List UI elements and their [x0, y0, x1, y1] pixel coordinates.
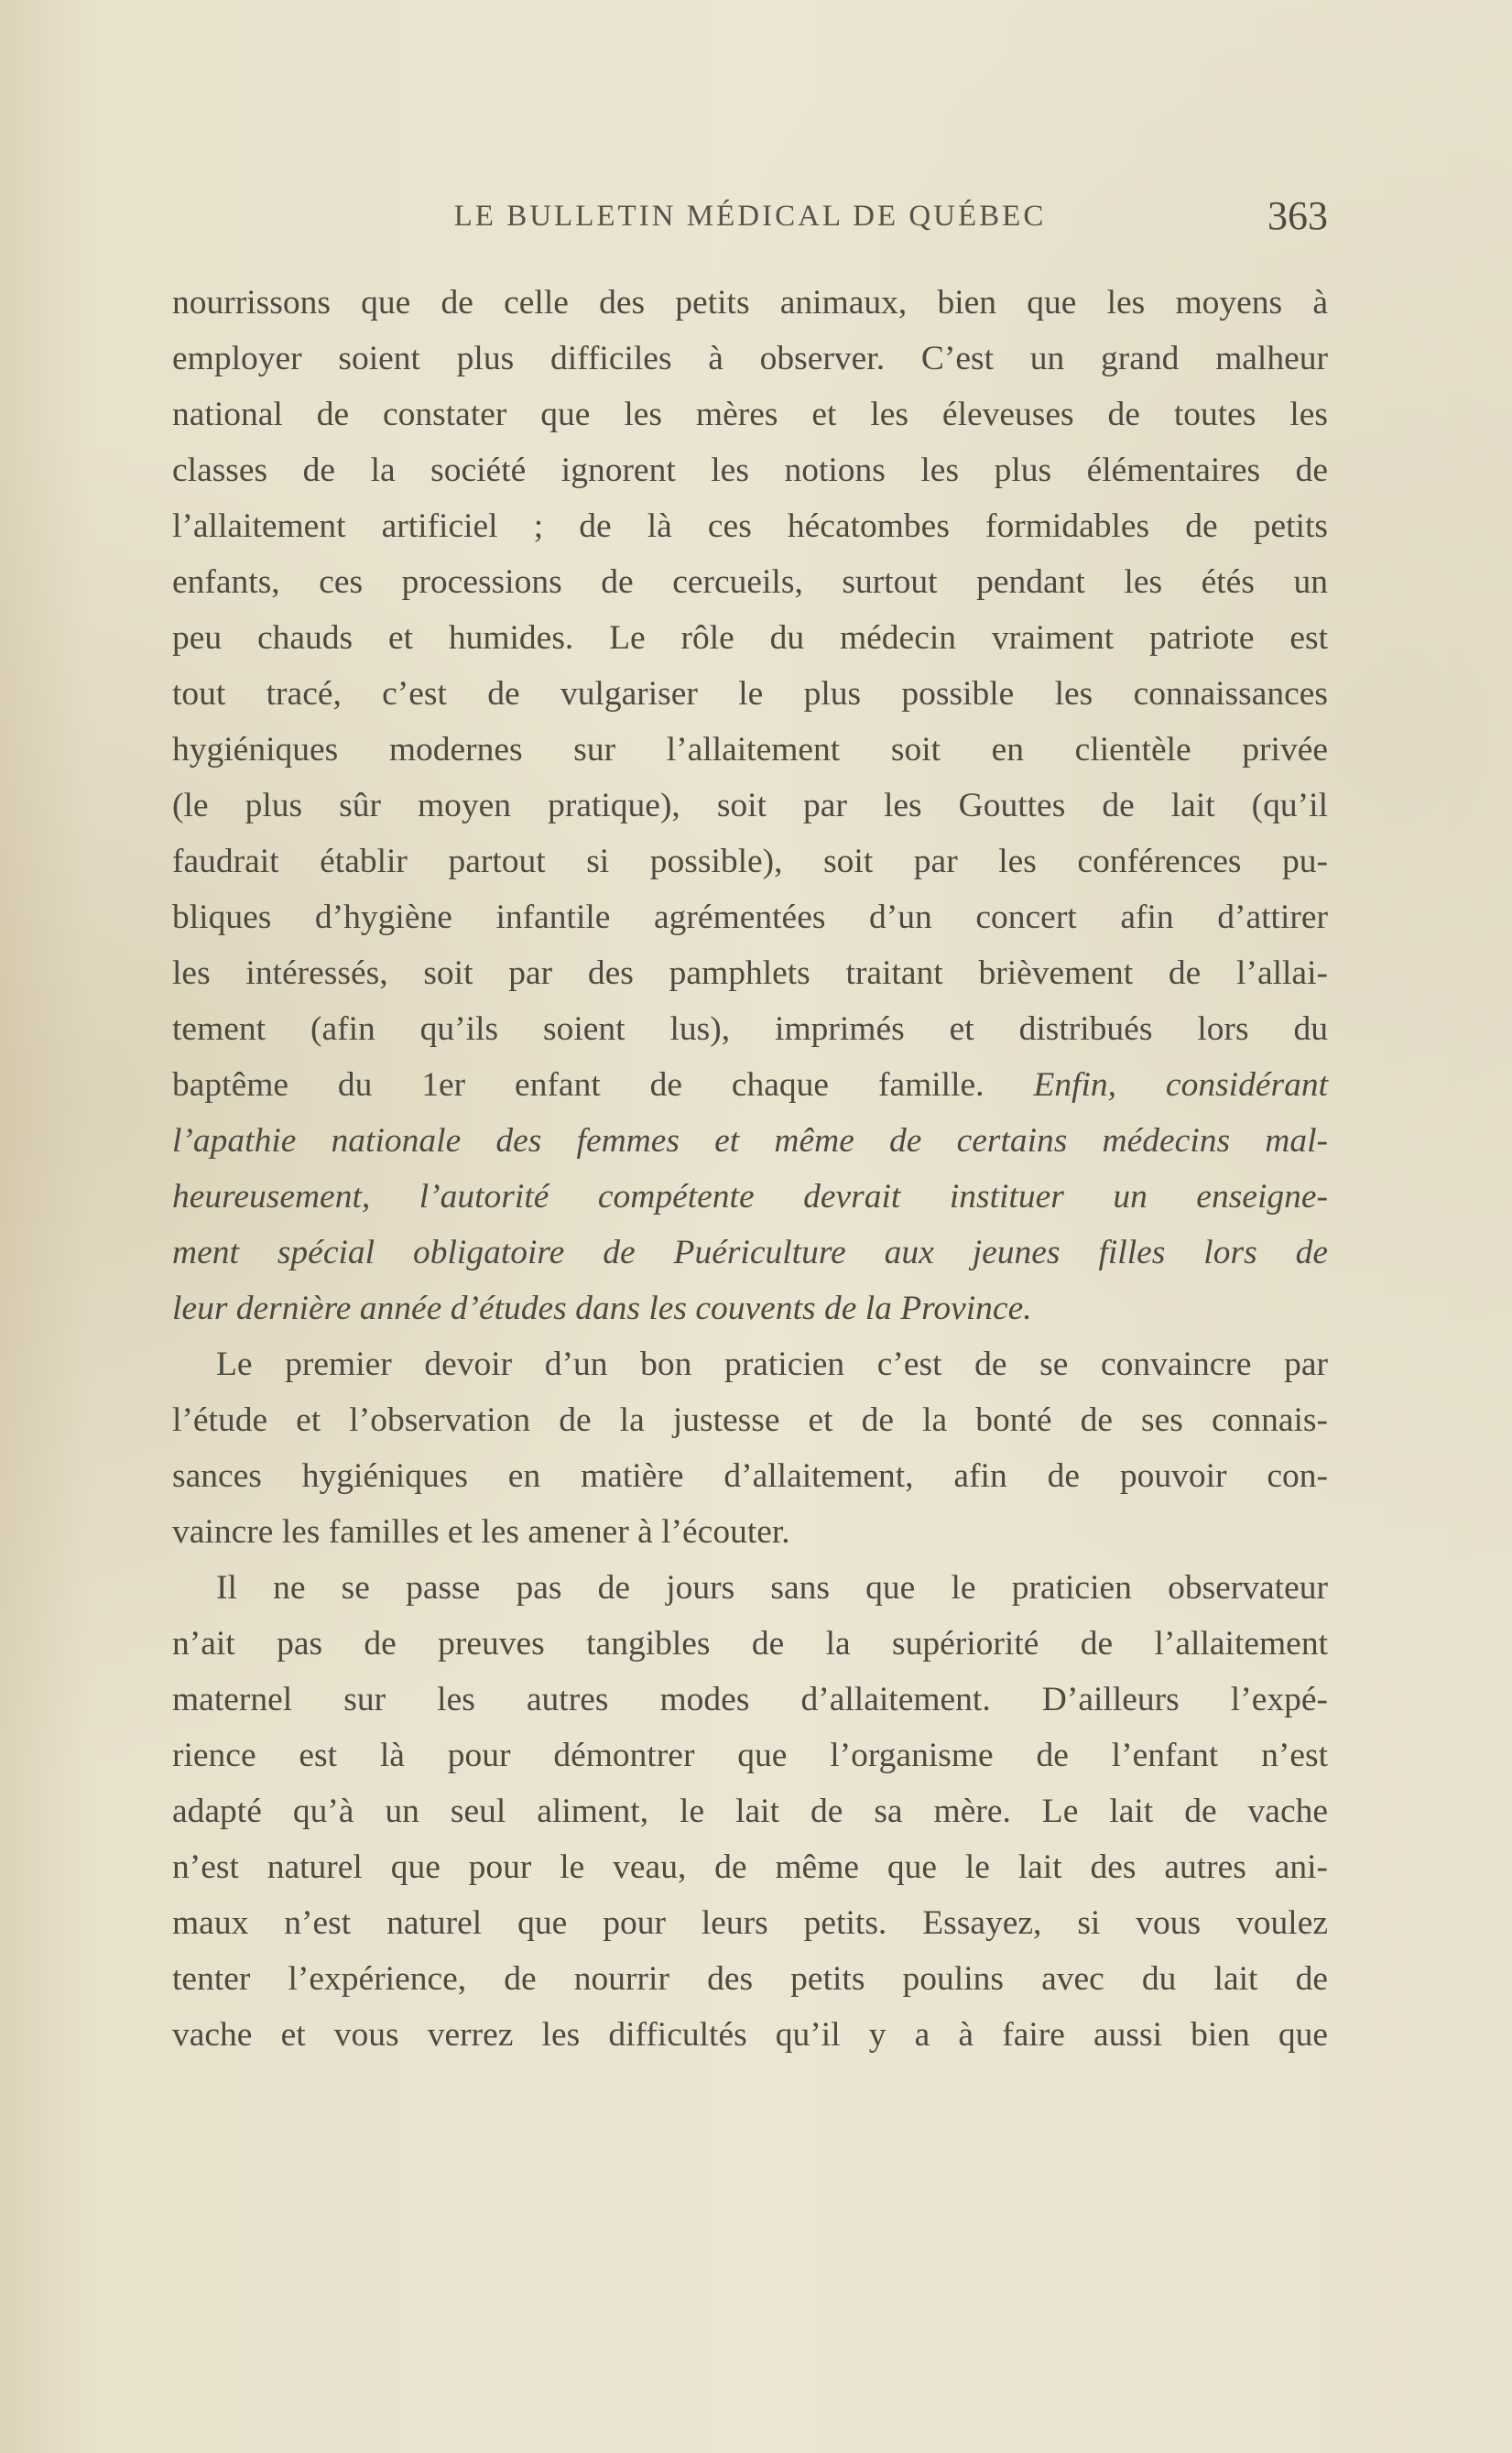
body-text — [172, 275, 1328, 2063]
text-line — [172, 666, 1328, 722]
page-number: 363 — [1267, 193, 1328, 238]
text-line — [172, 1281, 1328, 1336]
text-line — [172, 1392, 1328, 1448]
line-text: employer soient plus difficiles à observer. C’est un grand malheur — [172, 340, 1328, 377]
text-line — [172, 834, 1328, 889]
line-text: bliques d’hygiène infantile agrémentées d’un concert afin d’attirer — [172, 899, 1328, 936]
page-header — [172, 192, 1328, 247]
text-line — [172, 275, 1328, 331]
line-text: tement (afin qu’ils soient lus), imprimés et distribués lors du — [172, 1010, 1328, 1048]
line-text: Le premier devoir d’un bon praticien c’est de se convaincre par — [216, 1346, 1328, 1383]
line-text: national de constater que les mères et les éleveuses de toutes les — [172, 396, 1328, 433]
line-text: classes de la société ignorent les notions les plus élémentaires de — [172, 452, 1328, 489]
text-line — [172, 722, 1328, 778]
text-line — [172, 498, 1328, 554]
text-line — [172, 387, 1328, 442]
line-text: heureusement, l’autorité compétente devrait instituer un enseigne- — [172, 1178, 1328, 1216]
line-text: vaincre les familles et les amener à l’écouter. — [172, 1513, 790, 1551]
line-text: (le plus sûr moyen pratique), soit par les Gouttes de lait (qu’il — [172, 787, 1328, 824]
line-text: n’est naturel que pour le veau, de même que le lait des autres ani- — [172, 1848, 1328, 1886]
running-head: LE BULLETIN MÉDICAL DE QUÉBEC — [453, 200, 1047, 233]
text-line — [172, 1001, 1328, 1057]
line-text: baptême du 1er enfant de chaque famille. — [172, 1066, 984, 1104]
line-text: vache et vous verrez les difficultés qu’il y a à faire aussi bien que — [172, 2016, 1328, 2054]
text-line — [172, 1448, 1328, 1504]
line-italic-tail: Enfin, considérant — [1033, 1066, 1329, 1104]
text-line — [172, 610, 1328, 666]
text-line — [172, 554, 1328, 610]
text-line — [172, 1839, 1328, 1895]
paragraph — [172, 1336, 1328, 1560]
line-text: peu chauds et humides. Le rôle du médecin vraiment patriote est — [172, 619, 1328, 657]
text-line — [172, 1113, 1328, 1169]
text-line — [172, 1560, 1328, 1616]
line-text: les intéressés, soit par des pamphlets traitant brièvement de l’allai- — [172, 954, 1328, 992]
text-line — [172, 1895, 1328, 1951]
text-line — [172, 2007, 1328, 2063]
paragraph — [172, 275, 1328, 1336]
line-text: nourrissons que de celle des petits animaux, bien que les moyens à — [172, 284, 1328, 322]
text-line — [172, 1951, 1328, 2007]
text-line — [172, 1728, 1328, 1783]
line-text: tout tracé, c’est de vulgariser le plus possible les connaissances — [172, 675, 1328, 713]
line-text: maternel sur les autres modes d’allaitement. D’ailleurs l’expé- — [172, 1681, 1328, 1718]
text-line — [172, 1616, 1328, 1672]
paragraph — [172, 1560, 1328, 2063]
line-text: l’étude et l’observation de la justesse et de la bonté de ses connais- — [172, 1401, 1328, 1439]
text-line — [172, 331, 1328, 387]
line-text: n’ait pas de preuves tangibles de la supériorité de l’allaitement — [172, 1625, 1328, 1663]
line-text: Il ne se passe pas de jours sans que le praticien observateur — [216, 1569, 1328, 1607]
line-text: leur dernière année d’études dans les couvents de la Province. — [172, 1290, 1032, 1327]
line-text: maux n’est naturel que pour leurs petits. Essayez, si vous voulez — [172, 1904, 1328, 1942]
text-line — [172, 1672, 1328, 1728]
text-line — [172, 1057, 1328, 1113]
line-text: adapté qu’à un seul aliment, le lait de sa mère. Le lait de vache — [172, 1793, 1328, 1830]
line-text: sances hygiéniques en matière d’allaitement, afin de pouvoir con- — [172, 1457, 1328, 1495]
line-text: l’allaitement artificiel ; de là ces hécatombes formidables de petits — [172, 507, 1328, 545]
text-line — [172, 889, 1328, 945]
line-text: hygiéniques modernes sur l’allaitement soit en clientèle privée — [172, 731, 1328, 769]
line-text: enfants, ces processions de cercueils, surtout pendant les étés un — [172, 563, 1328, 601]
line-text: rience est là pour démontrer que l’organisme de l’enfant n’est — [172, 1737, 1328, 1774]
line-text: l’apathie nationale des femmes et même de certains médecins mal- — [172, 1122, 1328, 1160]
line-text: ment spécial obligatoire de Puériculture aux jeunes filles lors de — [172, 1234, 1328, 1271]
line-text: tenter l’expérience, de nourrir des petits poulins avec du lait de — [172, 1960, 1328, 1998]
text-line — [172, 1169, 1328, 1225]
text-line — [172, 778, 1328, 834]
text-line — [172, 1225, 1328, 1281]
text-line — [172, 442, 1328, 498]
text-line — [172, 945, 1328, 1001]
text-line — [172, 1336, 1328, 1392]
line-text: faudrait établir partout si possible), soit par les conférences pu- — [172, 843, 1328, 880]
text-line — [172, 1783, 1328, 1839]
text-line — [172, 1504, 1328, 1560]
